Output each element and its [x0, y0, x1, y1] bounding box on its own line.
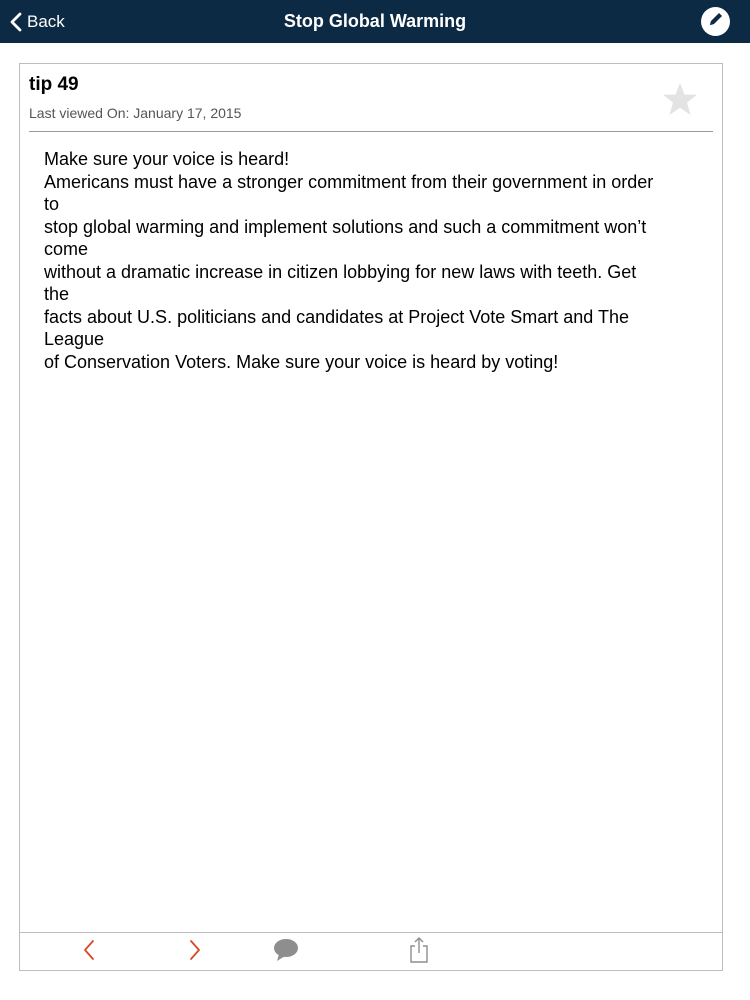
tip-body-line: of Conservation Voters. Make sure your voice is heard by voting! [44, 351, 559, 372]
tip-body-line: League [44, 329, 105, 349]
pencil-icon [707, 10, 725, 33]
comment-button[interactable] [271, 937, 301, 967]
share-icon [408, 936, 430, 969]
chevron-left-icon [10, 12, 22, 32]
tip-body [44, 148, 712, 373]
tip-body-line: to [44, 194, 60, 214]
tip-body-line: stop global warming and implement solutions and such a commitment won’t [44, 216, 647, 237]
star-icon [662, 103, 698, 120]
page-title: Stop Global Warming [283, 11, 467, 31]
navigation-bar [0, 0, 750, 43]
next-tip-button[interactable] [180, 937, 210, 967]
chevron-right-icon [188, 939, 202, 966]
speech-bubble-icon [272, 937, 300, 968]
tip-title: tip 49 [29, 74, 79, 95]
tip-card [19, 63, 723, 971]
back-button-label: Back [27, 11, 65, 31]
header-divider [29, 131, 713, 132]
tip-body-line: facts about U.S. politicians and candidates at Project Vote Smart and The [44, 306, 630, 327]
bottom-toolbar [20, 932, 722, 970]
last-viewed-date: Last viewed On: January 17, 2015 [29, 105, 242, 121]
tip-body-line: Make sure your voice is heard! [44, 149, 290, 169]
tip-body-line: come [44, 239, 89, 259]
previous-tip-button[interactable] [74, 937, 104, 967]
favorite-button[interactable] [662, 82, 698, 121]
tip-body-line: Americans must have a stronger commitment from their government in order [44, 171, 654, 192]
back-button[interactable] [10, 0, 65, 43]
chevron-left-icon [82, 939, 96, 966]
tip-body-line: the [44, 284, 70, 304]
edit-button[interactable] [701, 7, 730, 36]
share-button[interactable] [404, 937, 434, 967]
tip-body-line: without a dramatic increase in citizen lobbying for new laws with teeth. Get [44, 261, 637, 282]
